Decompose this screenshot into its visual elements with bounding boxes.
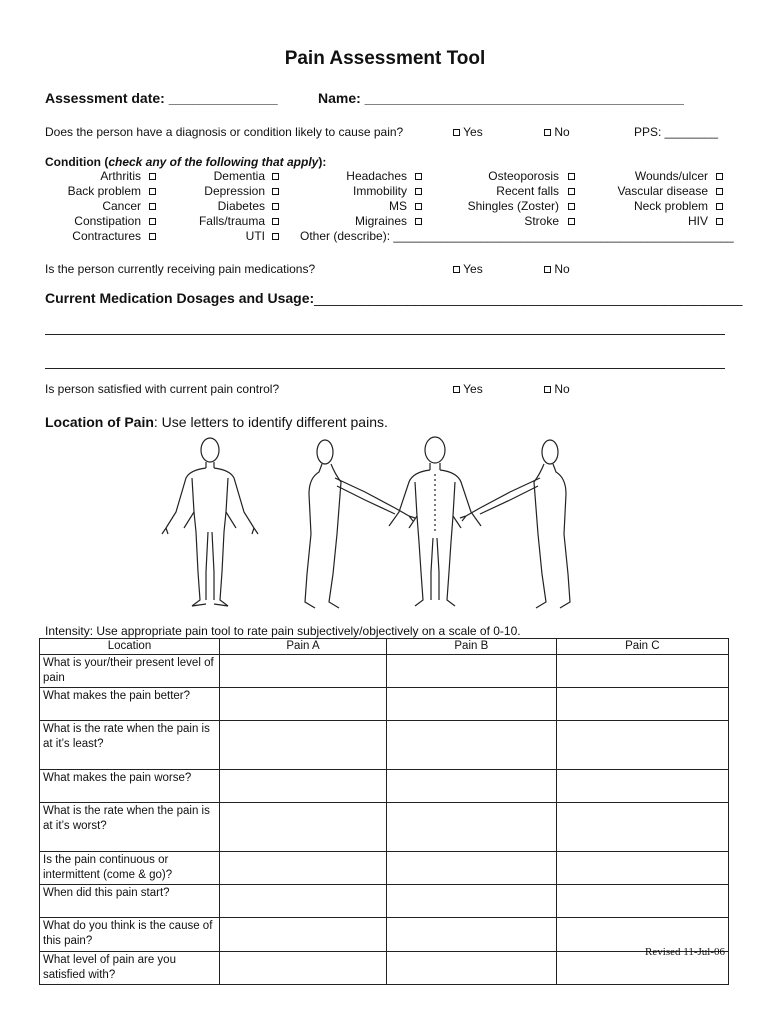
condition-label: Falls/trauma — [198, 214, 265, 228]
table-row — [40, 770, 729, 803]
condition-checkbox[interactable] — [415, 218, 422, 225]
column-header-pain-b: Pain B — [387, 639, 557, 655]
dosage-line[interactable]: _______________________________________________________ — [314, 290, 743, 306]
condition-label: Back problem — [67, 184, 141, 198]
yes-label: Yes — [463, 382, 483, 396]
answer-cell[interactable] — [556, 770, 728, 803]
assessment-date-field[interactable]: Assessment date: ______________ — [45, 90, 278, 106]
condition-checkbox[interactable] — [716, 173, 723, 180]
checkbox-icon[interactable] — [544, 386, 551, 393]
table-row — [40, 885, 729, 918]
condition-checkbox[interactable] — [415, 173, 422, 180]
condition-label: Headaches — [346, 169, 407, 183]
answer-cell[interactable] — [220, 885, 387, 918]
condition-label: Wounds/ulcer — [634, 169, 708, 183]
question-cell: What is the rate when the pain is at it’s least? — [40, 721, 220, 770]
question-cell: What is your/their present level of pain — [40, 655, 220, 688]
answer-cell[interactable] — [556, 885, 728, 918]
answer-cell[interactable] — [387, 885, 557, 918]
condition-checkbox[interactable] — [272, 218, 279, 225]
condition-heading — [45, 155, 326, 169]
no-label: No — [554, 262, 570, 276]
medications-yes-option[interactable] — [453, 262, 483, 276]
checkbox-icon[interactable] — [544, 266, 551, 273]
answer-cell[interactable] — [556, 655, 728, 688]
condition-checkbox[interactable] — [716, 218, 723, 225]
table-row — [40, 721, 729, 770]
condition-label: Diabetes — [217, 199, 265, 213]
condition-checkbox[interactable] — [149, 233, 156, 240]
page-title: Pain Assessment Tool — [284, 48, 486, 69]
condition-label: MS — [389, 199, 407, 213]
condition-checkbox[interactable] — [149, 203, 156, 210]
condition-checkbox[interactable] — [415, 203, 422, 210]
question-cell: Is the pain continuous or intermittent (come & go)? — [40, 852, 220, 885]
condition-label: HIV — [687, 214, 708, 228]
condition-label: Immobility — [352, 184, 407, 198]
table-row — [40, 803, 729, 852]
condition-heading-part: ): — [318, 155, 327, 169]
no-label: No — [554, 125, 570, 139]
body-figure-front — [162, 438, 258, 606]
body-diagram[interactable] — [150, 432, 630, 612]
answer-cell[interactable] — [387, 803, 557, 852]
answer-cell[interactable] — [387, 918, 557, 952]
condition-checkbox[interactable] — [568, 218, 575, 225]
body-figure-side-right — [305, 440, 415, 608]
condition-checkbox[interactable] — [149, 218, 156, 225]
condition-checkbox[interactable] — [272, 203, 279, 210]
dosage-heading — [45, 290, 742, 306]
condition-checkbox[interactable] — [415, 188, 422, 195]
table-header-row — [40, 639, 729, 655]
answer-cell[interactable] — [387, 721, 557, 770]
body-figure-side-left — [460, 440, 570, 608]
condition-label: Arthritis — [100, 169, 141, 183]
condition-heading-part: Condition ( — [45, 155, 109, 169]
answer-cell[interactable] — [556, 803, 728, 852]
column-header-pain-c: Pain C — [556, 639, 728, 655]
answer-cell[interactable] — [220, 918, 387, 952]
condition-checkbox[interactable] — [716, 203, 723, 210]
condition-label: Depression — [204, 184, 265, 198]
question-cell: What makes the pain worse? — [40, 770, 220, 803]
checkbox-icon[interactable] — [544, 129, 551, 136]
condition-checkbox[interactable] — [272, 188, 279, 195]
medications-no-option[interactable] — [544, 262, 570, 276]
answer-cell[interactable] — [387, 952, 557, 985]
answer-cell[interactable] — [220, 688, 387, 721]
table-row — [40, 918, 729, 952]
answer-cell[interactable] — [387, 852, 557, 885]
location-heading — [45, 414, 388, 430]
condition-label: Contractures — [72, 229, 141, 243]
condition-label: Neck problem — [633, 199, 708, 213]
condition-checkbox[interactable] — [568, 188, 575, 195]
name-field[interactable]: Name: _________________________________________ — [318, 90, 684, 106]
dosage-writing-line[interactable] — [45, 334, 725, 335]
answer-cell[interactable] — [220, 770, 387, 803]
condition-label: Stroke — [524, 214, 559, 228]
table-row — [40, 655, 729, 688]
condition-label: Osteoporosis — [488, 169, 559, 183]
condition-label: Cancer — [102, 199, 141, 213]
answer-cell[interactable] — [220, 952, 387, 985]
diagnosis-no-option[interactable] — [544, 125, 570, 139]
condition-label: Vascular disease — [617, 184, 708, 198]
answer-cell[interactable] — [556, 721, 728, 770]
condition-checkbox[interactable] — [149, 173, 156, 180]
other-describe-field[interactable]: Other (describe): ___________________________________________________ — [300, 229, 734, 243]
question-cell: What level of pain are you satisfied with? — [40, 952, 220, 985]
condition-label: Constipation — [74, 214, 141, 228]
pain-assessment-table — [39, 638, 729, 985]
location-heading-text: : Use letters to identify different pains. — [153, 414, 388, 430]
column-header-pain-a: Pain A — [220, 639, 387, 655]
dosage-writing-line[interactable] — [45, 368, 725, 369]
question-cell: What makes the pain better? — [40, 688, 220, 721]
answer-cell[interactable] — [387, 655, 557, 688]
answer-cell[interactable] — [220, 803, 387, 852]
yes-label: Yes — [463, 125, 483, 139]
answer-cell[interactable] — [220, 655, 387, 688]
condition-checkbox[interactable] — [568, 203, 575, 210]
condition-checkbox[interactable] — [272, 233, 279, 240]
satisfied-no-option[interactable] — [544, 382, 570, 396]
condition-label: Recent falls — [496, 184, 559, 198]
no-label: No — [554, 382, 570, 396]
condition-label: Migraines — [354, 214, 407, 228]
answer-cell[interactable] — [220, 852, 387, 885]
dosage-heading-label: Current Medication Dosages and Usage: — [45, 290, 315, 306]
answer-cell[interactable] — [556, 852, 728, 885]
answer-cell[interactable] — [220, 721, 387, 770]
answer-cell[interactable] — [387, 688, 557, 721]
condition-label: UTI — [245, 229, 265, 243]
body-figure-back — [389, 437, 481, 606]
question-cell: What is the rate when the pain is at it’s worst? — [40, 803, 220, 852]
condition-checkbox[interactable] — [272, 173, 279, 180]
table-row — [40, 852, 729, 885]
condition-checkbox[interactable] — [716, 188, 723, 195]
checkbox-icon[interactable] — [453, 266, 460, 273]
yes-label: Yes — [463, 262, 483, 276]
revision-date: Revised 11-Jul-06 — [645, 946, 725, 958]
condition-heading-instruction: check any of the following that apply — [108, 155, 319, 169]
diagnosis-question: Does the person have a diagnosis or condition likely to cause pain? — [45, 125, 404, 139]
condition-checkbox[interactable] — [568, 173, 575, 180]
checkbox-icon[interactable] — [453, 129, 460, 136]
intensity-instruction: Intensity: Use appropriate pain tool to rate pain subjectively/objectively on a scale of 0-10. — [45, 624, 521, 638]
diagnosis-yes-option[interactable] — [453, 125, 483, 139]
condition-checkbox[interactable] — [149, 188, 156, 195]
table-row — [40, 952, 729, 985]
medications-question: Is the person currently receiving pain medications? — [45, 262, 316, 276]
condition-label: Shingles (Zoster) — [467, 199, 559, 213]
column-header-location: Location — [40, 639, 220, 655]
question-cell: When did this pain start? — [40, 885, 220, 918]
location-heading-bold: Location of Pain — [45, 414, 154, 430]
pps-field[interactable]: PPS: ________ — [634, 125, 719, 139]
answer-cell[interactable] — [556, 688, 728, 721]
question-cell: What do you think is the cause of this pain? — [40, 918, 220, 952]
satisfied-yes-option[interactable] — [453, 382, 483, 396]
table-row — [40, 688, 729, 721]
condition-label: Dementia — [213, 169, 265, 183]
answer-cell[interactable] — [387, 770, 557, 803]
satisfied-question: Is person satisfied with current pain control? — [45, 382, 280, 396]
checkbox-icon[interactable] — [453, 386, 460, 393]
